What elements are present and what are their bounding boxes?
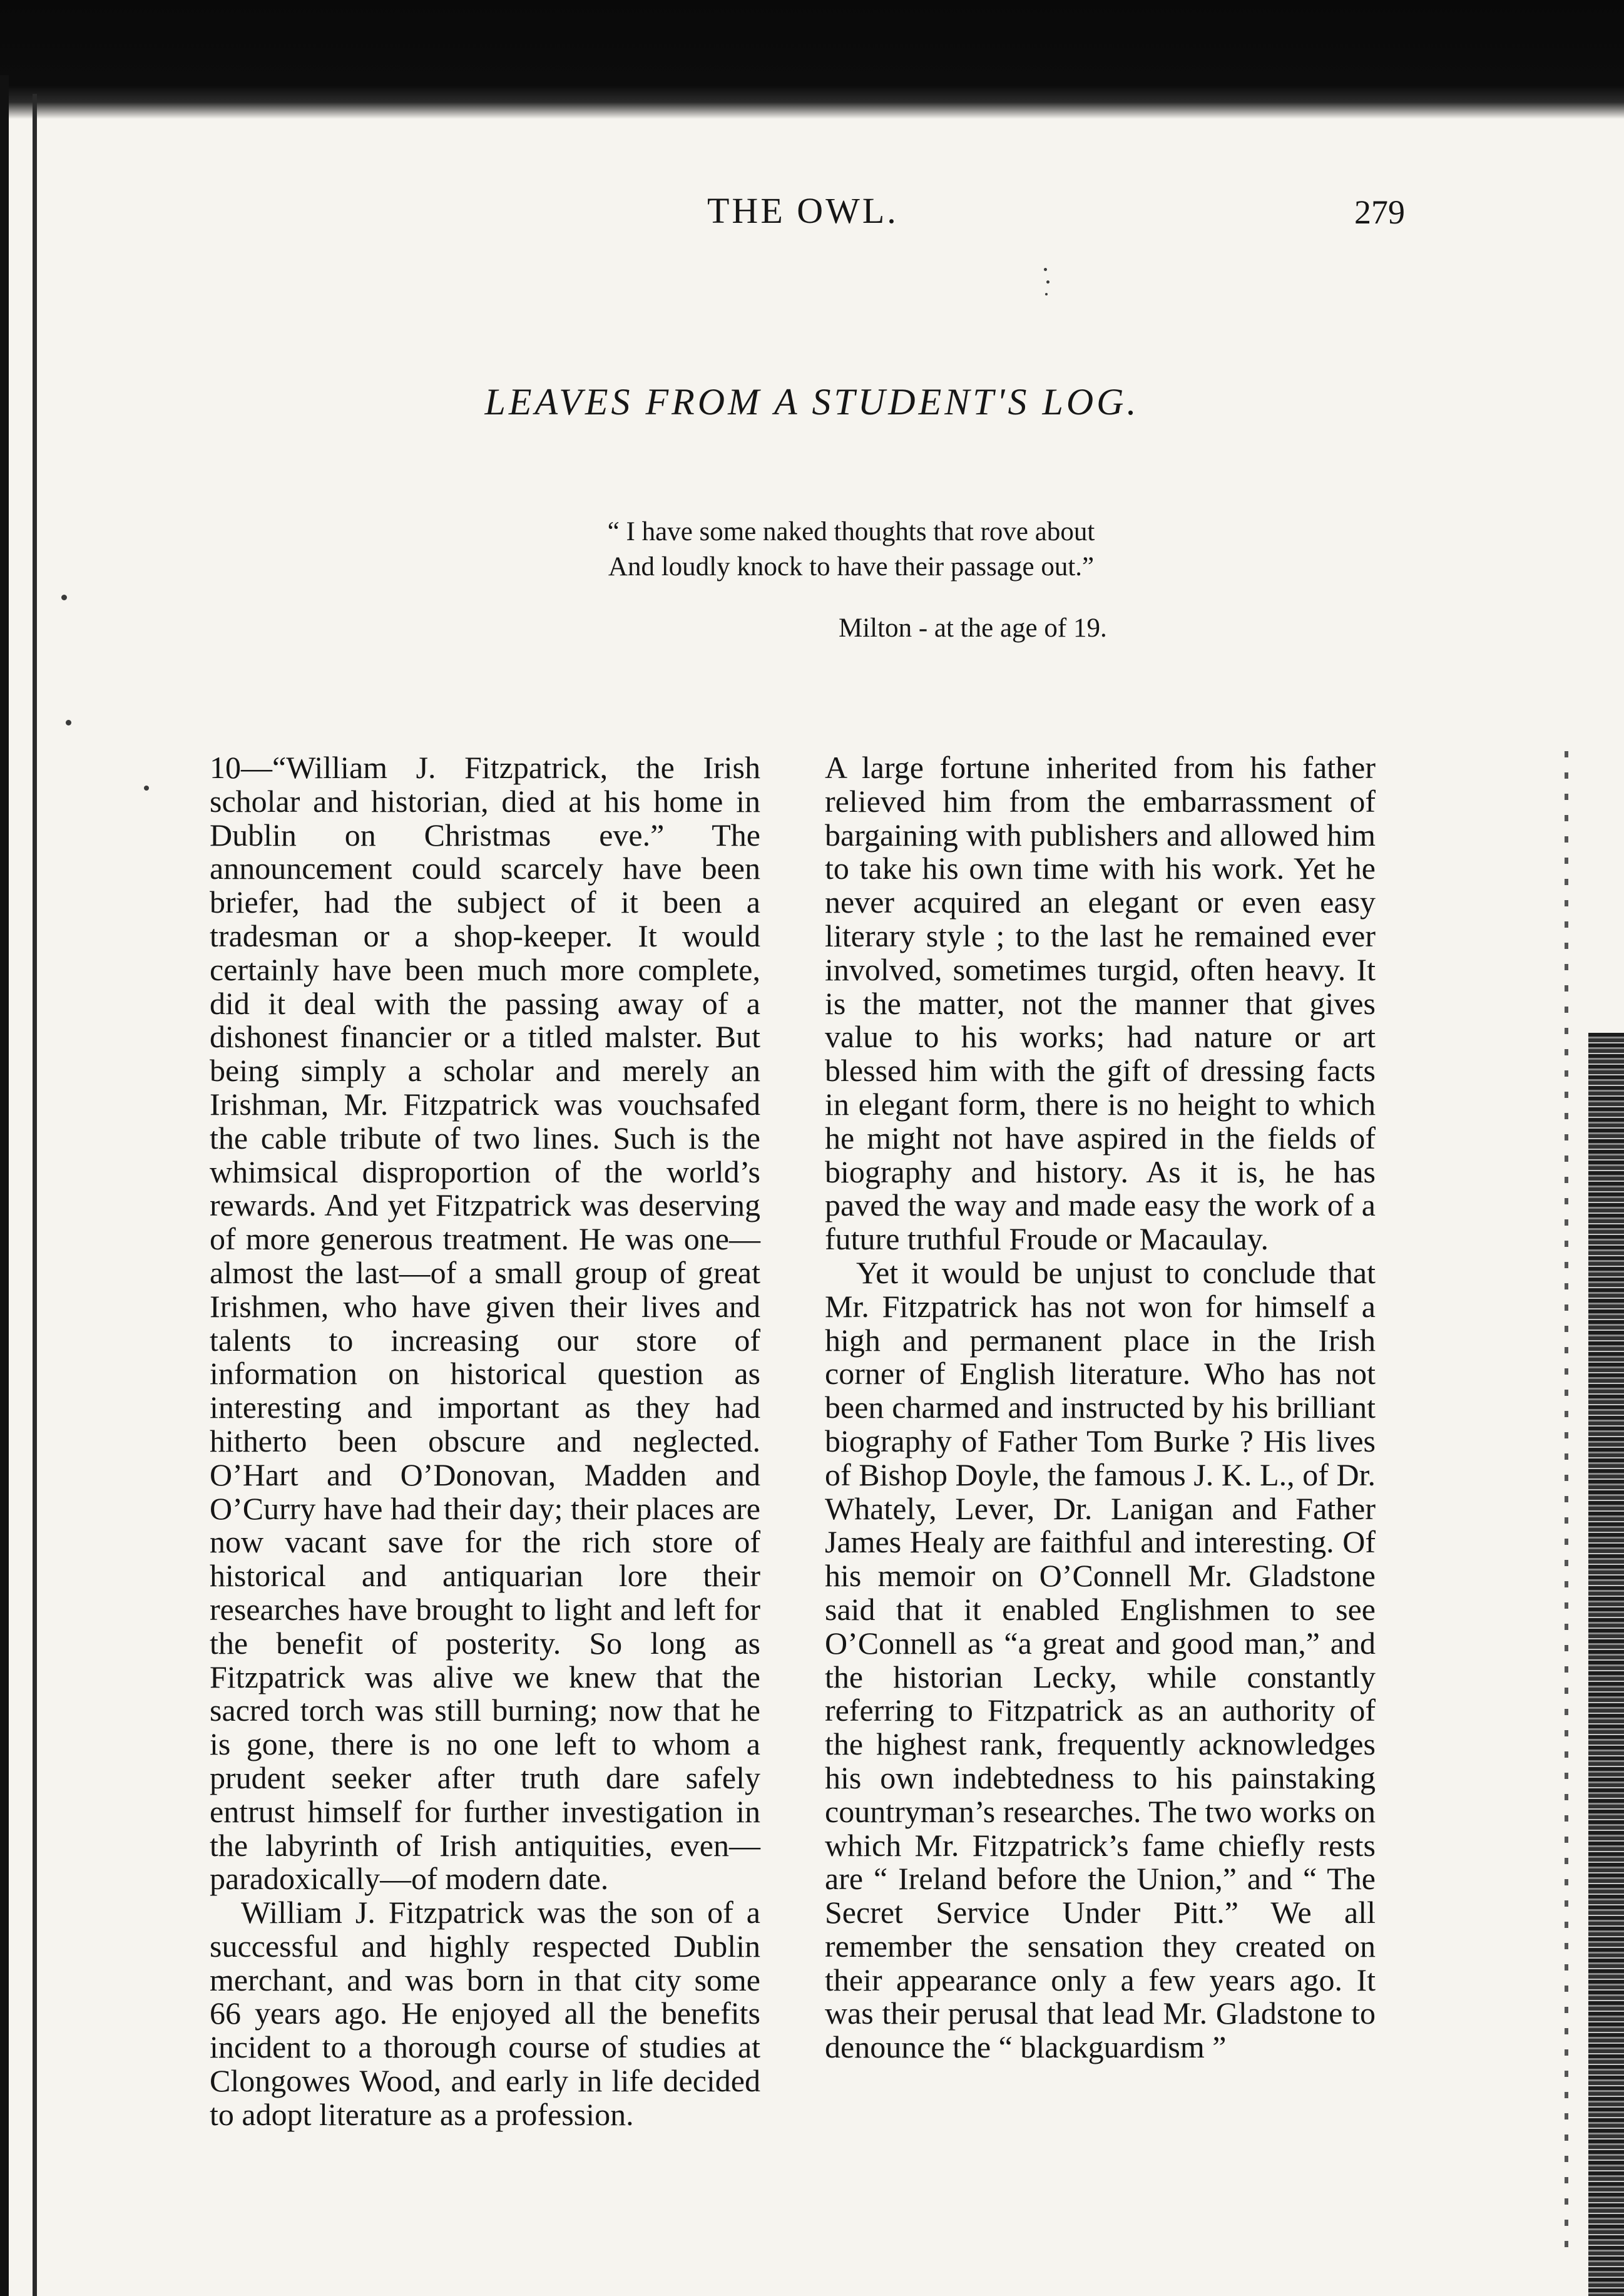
- paragraph: William J. Fitzpatrick was the son of a successful and highly respected Dublin merchant, and was born in that city some 66 years ago. He enjoyed all the benefits incident to a thorough course of studies at Clongowes Wood, and early in life decided to adopt literature as a profession.: [210, 1895, 760, 2132]
- scan-left-gutter-line: [33, 94, 37, 2296]
- running-title: THE OWL.: [707, 190, 899, 231]
- epigraph-line: And loudly knock to have their passage out.”: [608, 552, 1095, 582]
- scan-speck: [1046, 280, 1049, 284]
- scan-speck: [66, 720, 71, 725]
- scan-top-border: [0, 0, 1624, 119]
- page-number: 279: [1354, 193, 1405, 231]
- scan-right-border: [1588, 1033, 1624, 2296]
- scan-speck: [1044, 268, 1047, 271]
- scan-speck: [61, 595, 67, 600]
- scan-speck: [144, 786, 149, 791]
- epigraph-attribution: Milton - at the age of 19.: [839, 613, 1107, 643]
- right-column: [825, 751, 1376, 2064]
- left-column: [210, 751, 760, 2132]
- paragraph: Yet it would be unjust to conclude that Mr. Fitzpatrick has not won for himself a high and permanent place in the Irish corner of English literature. Who has not been charmed and instructed by his brilliant biography of Father Tom Burke ? His lives of Bishop Doyle, the famous J. K. L., of Dr. Whately, Lever, Dr. Lanigan and Father James Healy are faithful and interesting. Of his memoir on O’Connell Mr. Gladstone said that it enabled Englishmen to see O’Connell as “a great and good man,” and the historian Lecky, while constantly referring to Fitzpatrick as an authority of the highest rank, frequently acknowledges his own indebtedness to his painstaking countryman’s researches. The two works on which Mr. Fitzpatrick’s fame chiefly rests are “ Ireland before the Union,” and “ The Secret Service Under Pitt.” We all remember the sensation they created on their appearance only a few years ago. It was their perusal that lead Mr. Gladstone to denounce the “ blackguardism ”: [825, 1254, 1376, 2065]
- scan-speck: [1045, 293, 1048, 295]
- scan-right-margin-marks: [1565, 751, 1568, 2253]
- epigraph-line: “ I have some naked thoughts that rove about: [607, 517, 1095, 546]
- paragraph: A large fortune inherited from his father relieved him from the embarrassment of bargaining with publishers and allowed him to take his own time with his work. Yet he never acquired an elegant or even easy literary style ; to the last he remained ever involved, sometimes turgid, often heavy. It is the matter, not the manner that gives value to his works; had nature or art blessed him with the gift of dressing facts in elegant form, there is no height to which he might not have aspired in the fields of biography and history. As it is, he has paved the way and made easy the work of a future truthful Froude or Macaulay.: [825, 750, 1376, 1257]
- epigraph: [538, 515, 1164, 585]
- paragraph: 10—“William J. Fitzpatrick, the Irish scholar and historian, died at his home in Dublin on Christmas eve.” The announcement could scarcely have been briefer, had the subject of it been a tradesman or a shop-keeper. It would certainly have been much more complete, did it deal with the passing away of a dishonest financier or a titled malster. But being simply a scholar and merely an Irishman, Mr. Fitzpatrick was vouchsafed the cable tribute of two lines. Such is the whimsical disproportion of the world’s rewards. And yet Fitzpatrick was deserving of more generous treatment. He was one—almost the last—of a small group of great Irishmen, who have given their lives and talents to increasing our store of information on historical question as interesting and important as they had hitherto been obscure and neglected. O’Hart and O’Donovan, Madden and O’Curry have had their day; their places are now vacant save for the rich store of historical and antiquarian lore their researches have brought to light and left for the benefit of posterity. So long as Fitzpatrick was alive we knew that the sacred torch was still burning; now that he is gone, there is no one left to whom a prudent seeker after truth dare safely entrust himself for further investigation in the labyrinth of Irish antiquities, even—paradoxically—of modern date.: [210, 750, 760, 1897]
- article-title: LEAVES FROM A STUDENT'S LOG.: [484, 381, 1140, 423]
